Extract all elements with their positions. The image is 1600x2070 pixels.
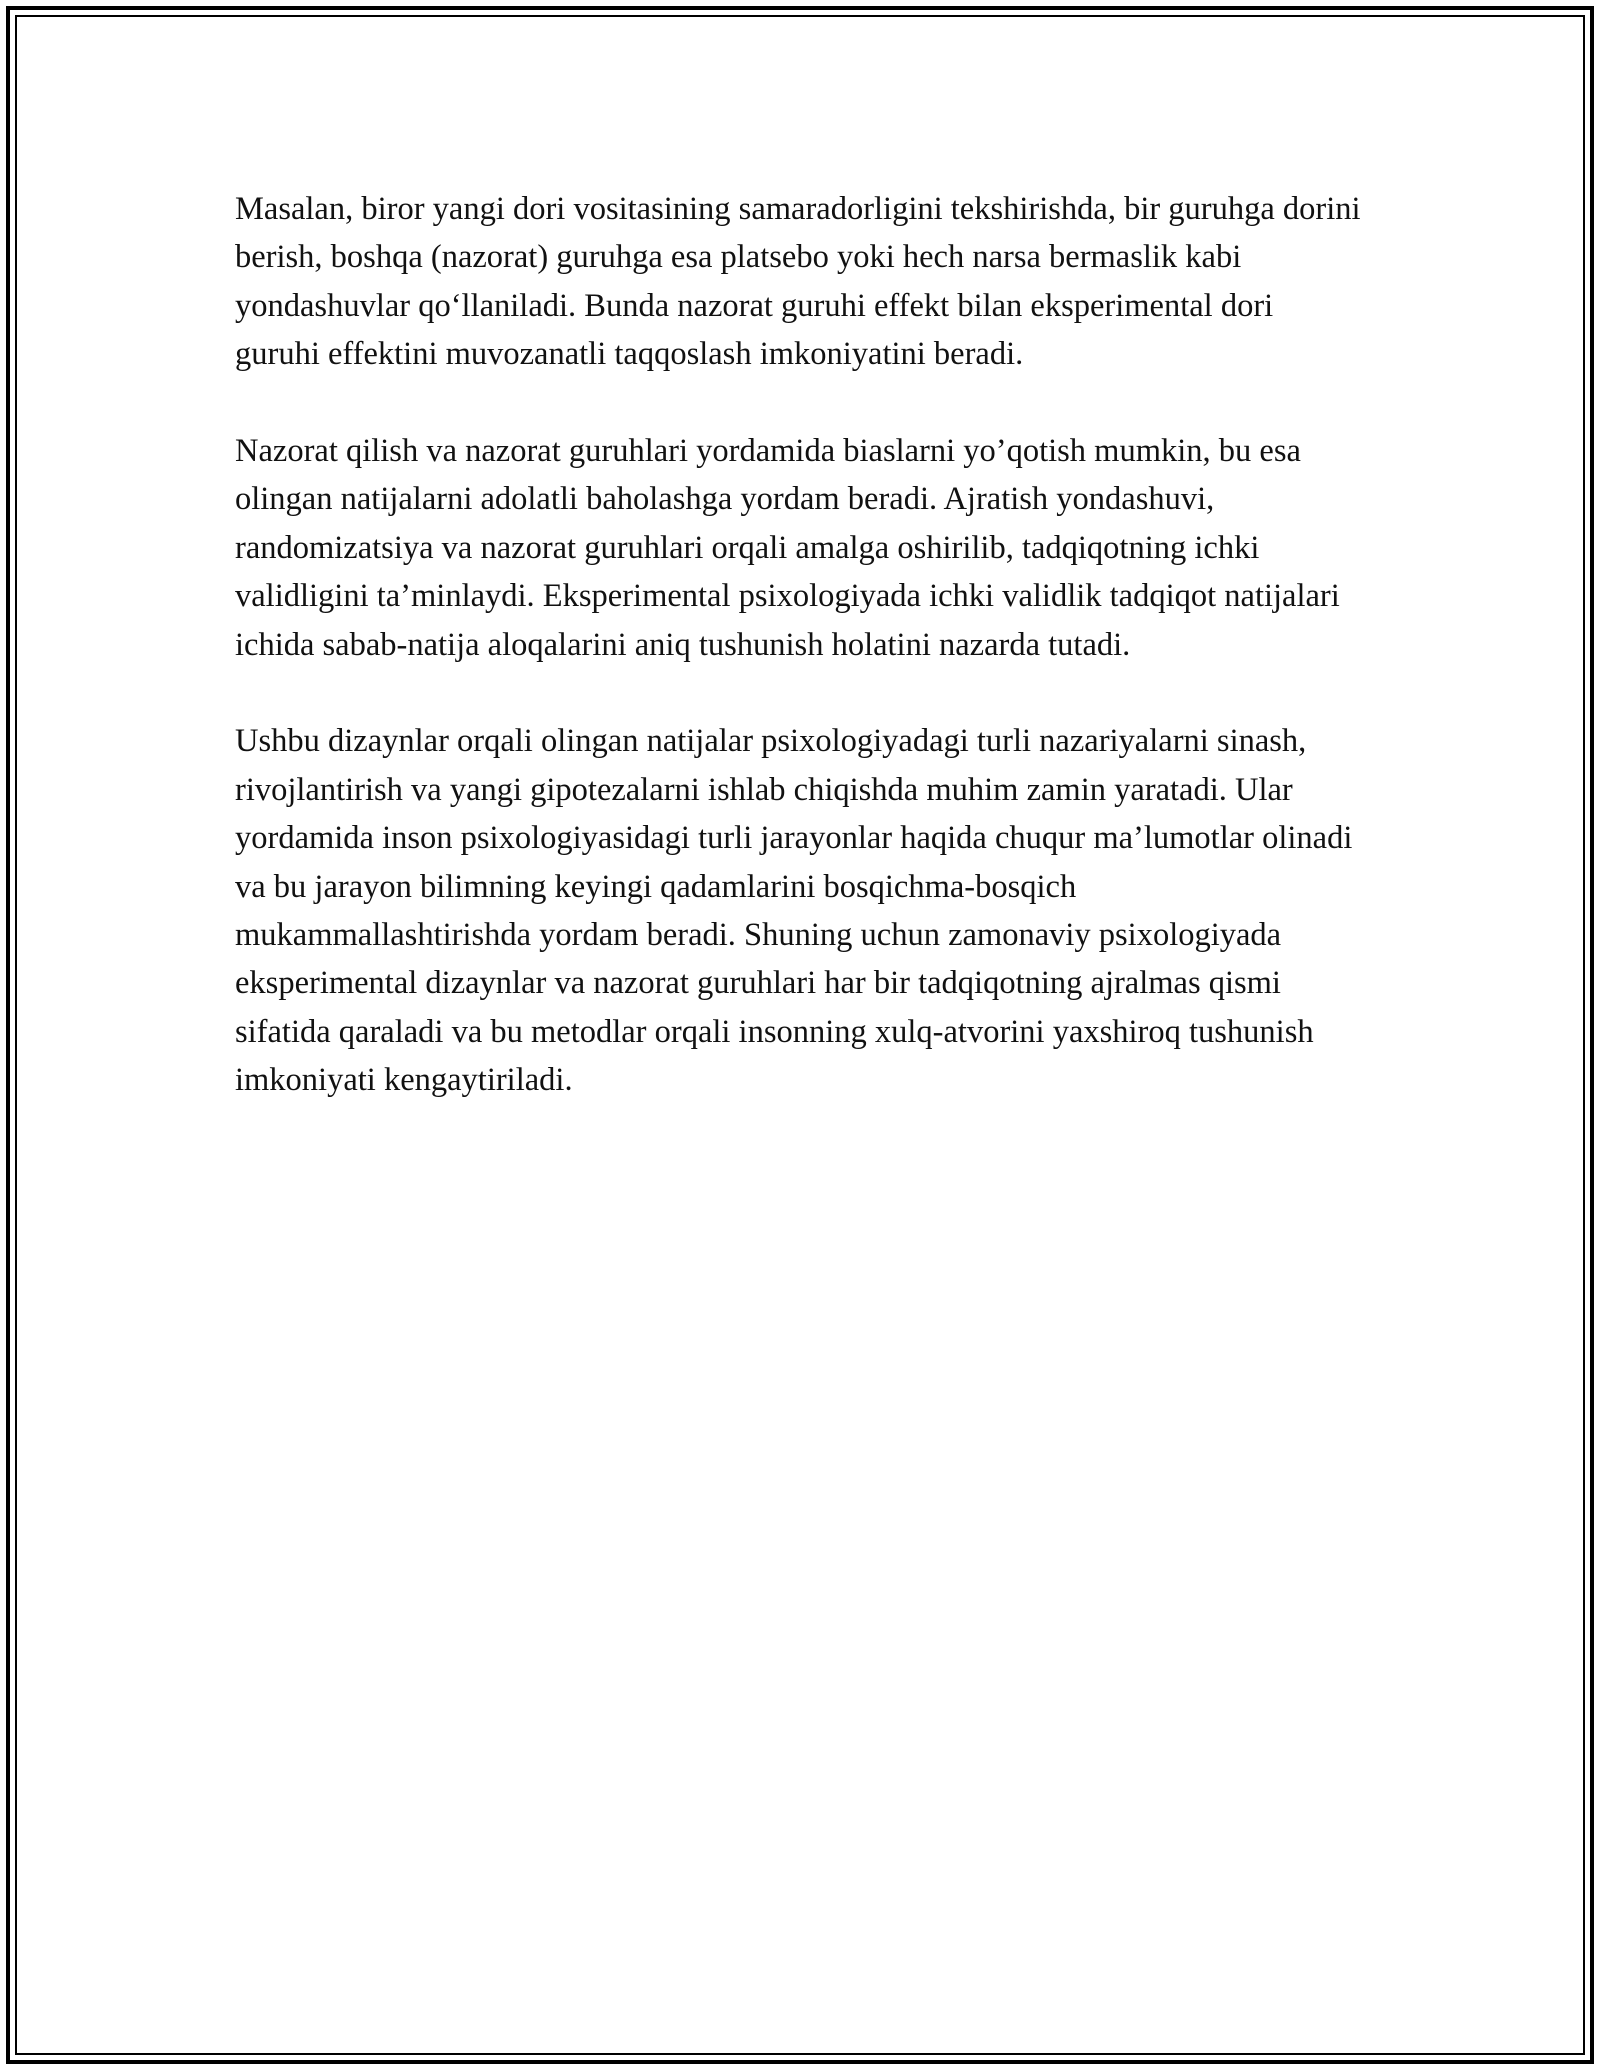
paragraph-1: Masalan, biror yangi dori vositasining samaradorligini tekshirishda, bir guruhga dorini berish, boshqa (nazorat) guruhga esa platsebo yoki hech narsa bermaslik kabi yondashuvlar qo‘llaniladi. Bunda nazorat guruhi effekt bilan eksperimental dori guruhi effektini muvozanatli taqqoslash imkoniyatini beradi.: [235, 191, 1361, 373]
document-body: [235, 185, 1365, 1105]
paragraph-3: Ushbu dizaynlar orqali olingan natijalar psixologiyadagi turli nazariyalarni sinash, rivojlantirish va yangi gipotezalarni ishlab chiqishda muhim zamin yaratadi. Ular yordamida inson psixologiyasidagi turli jarayonlar haqida chuqur ma’lumotlar olinadi va bu jarayon bilimning keyingi qadamlarini bosqichma-bosqich mukammallashtirishda yordam beradi. Shuning uchun zamonaviy psixologiyada eksperimental dizaynlar va nazorat guruhlari har bir tadqiqotning ajralmas qismi sifatida qaraladi va bu metodlar orqali insonning xulq-atvorini yaxshiroq tushunish imkoniyati kengaytiriladi.: [235, 723, 1353, 1099]
paragraph-2: Nazorat qilish va nazorat guruhlari yordamida biaslarni yo’qotish mumkin, bu esa olingan natijalarni adolatli baholashga yordam beradi. Ajratish yondashuvi, randomizatsiya va nazorat guruhlari orqali amalga oshirilib, tadqiqotning ichki validligini ta’minlaydi. Eksperimental psixologiyada ichki validlik tadqiqot natijalari ichida sabab-natija aloqalarini aniq tushunish holatini nazarda tutadi.: [235, 433, 1340, 663]
